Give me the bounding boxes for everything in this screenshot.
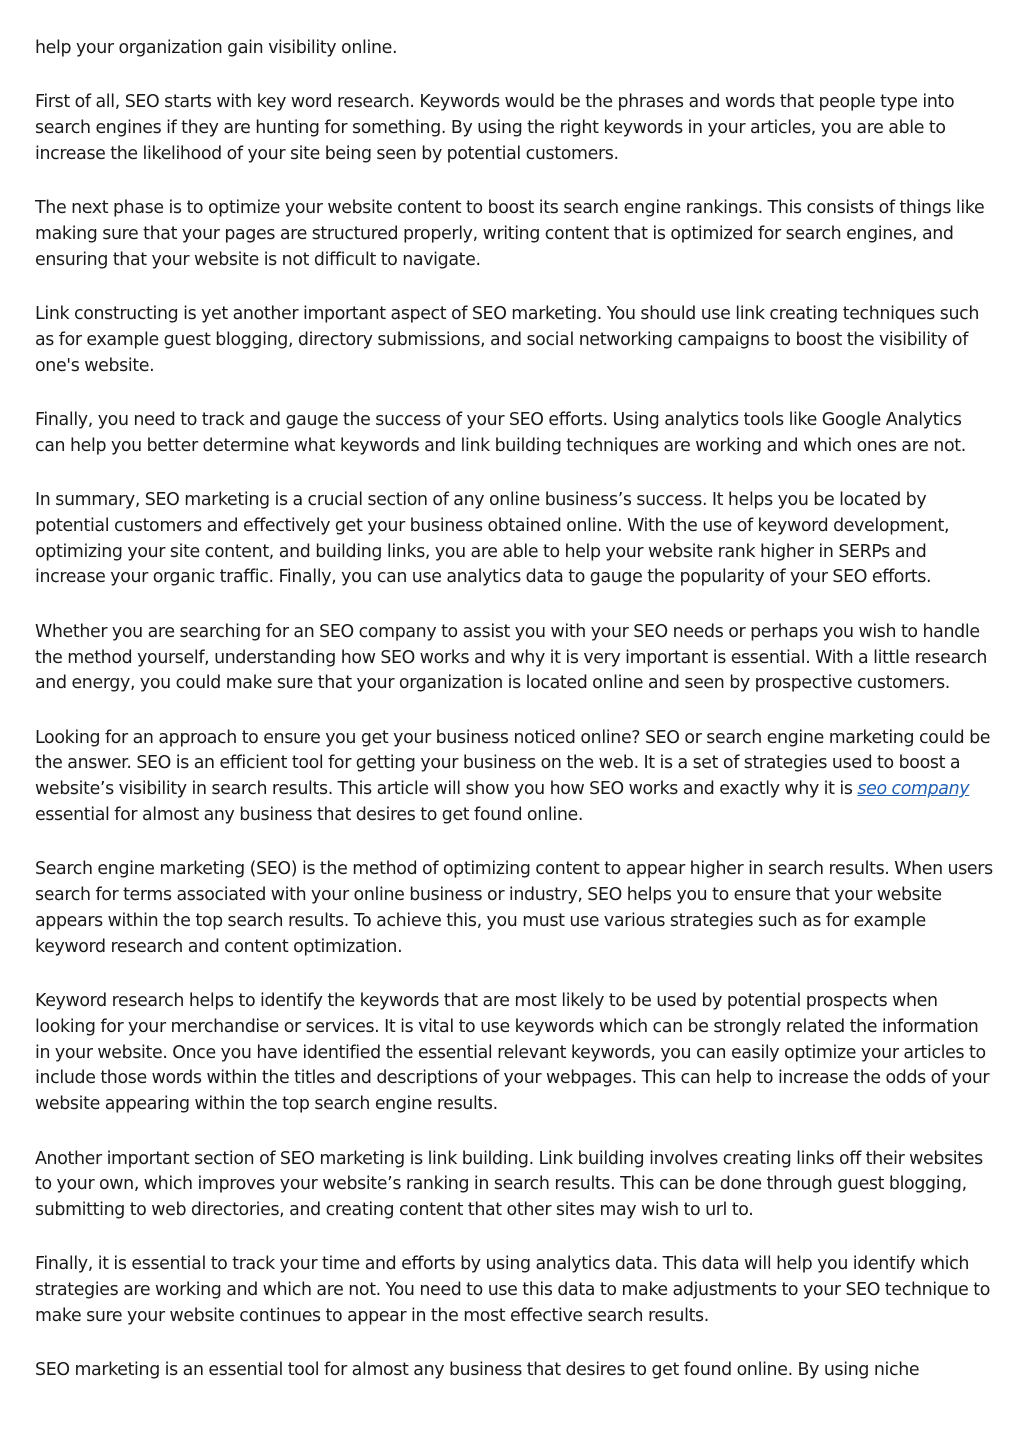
- paragraph-search-engine-marketing: Search engine marketing (SEO) is the method of optimizing content to appear higher in search results. When users search for terms associated with your online business or industry, SEO helps you to ensure that your website appears within the top search results. To achieve this, you must use various strategies such as for example keyword research and content optimization.: [35, 859, 993, 957]
- paragraph-analytics-data: Finally, it is essential to track your time and efforts by using analytics data. This data will help you identify which strategies are working and which are not. You need to use this data to make adjustments to your SEO technique to make sure your website continues to appear in the most effective search results.: [35, 1254, 991, 1326]
- paragraph-text-after-link: essential for almost any business that desires to get found online.: [35, 805, 584, 826]
- paragraph-keyword-research: First of all, SEO starts with key word research. Keywords would be the phrases and words that people type into search engines if they are hunting for something. By using the right keywords in your articles, you are able to increase the likelihood of your site being seen by potential customers.: [35, 92, 955, 164]
- paragraph-link-building: Another important section of SEO marketing is link building. Link building involves creating links off their websites to your own, which improves your website’s ranking in search results. This can be done through guest blogging, submitting to web directories, and creating content that other sites may wish to url to.: [35, 1148, 983, 1221]
- paragraph-optimize-content: The next phase is to optimize your website content to boost its search engine rankings. This consists of things like making sure that your pages are structured properly, writing content that is optimized for search engines, and ensuring that your website is not difficult to navigate.: [35, 198, 985, 270]
- paragraph-seo-company: Whether you are searching for an SEO company to assist you with your SEO needs or perhaps you wish to handle the method yourself, understanding how SEO works and why it is very important is essential. With a little research and energy, you could make sure that your organization is located online and seen by prospective customers.: [35, 621, 988, 694]
- paragraph-looking-for-approach: [35, 726, 995, 829]
- paragraph-link-constructing: Link constructing is yet another important aspect of SEO marketing. You should use link creating techniques such as for example guest blogging, directory submissions, and social networking campaigns to boost the visibility of one's website.: [35, 304, 980, 376]
- paragraph-intro-fragment: help your organization gain visibility online.: [35, 38, 398, 58]
- paragraph-track-success: Finally, you need to track and gauge the success of your SEO efforts. Using analytics tools like Google Analytics can help you better determine what keywords and link building techniques are working and which ones are not.: [35, 409, 966, 456]
- seo-company-link[interactable]: seo company: [857, 779, 970, 800]
- paragraph-summary: In summary, SEO marketing is a crucial section of any online business’s success. It helps you be located by potential customers and effectively get your business obtained online. With the use of keyword development, optimizing your site content, and building links, you are able to help your website rank higher in SERPs and increase your organic traffic. Finally, you can use analytics data to gauge the popularity of your SEO efforts.: [35, 490, 950, 588]
- document-body: [35, 36, 995, 1413]
- paragraph-keyword-research-helps: Keyword research helps to identify the keywords that are most likely to be used by potential prospects when looking for your merchandise or services. It is vital to use keywords which can be strongly related the information in your website. Once you have identified the essential relevant keywords, you can easily optimize your articles to include those words within the titles and descriptions of your webpages. This can help to increase the odds of your website appearing within the top search engine results.: [35, 991, 990, 1115]
- paragraph-closing-fragment: SEO marketing is an essential tool for almost any business that desires to get found online. By using niche: [35, 1360, 920, 1381]
- paragraph-text-before-link: Looking for an approach to ensure you get your business noticed online? SEO or search engine marketing could be the answer. SEO is an efficient tool for getting your business on the web. It is a set of strategies used to boost a website’s visibility in search results. This article will show you how SEO works and exactly why it is: [35, 727, 991, 800]
